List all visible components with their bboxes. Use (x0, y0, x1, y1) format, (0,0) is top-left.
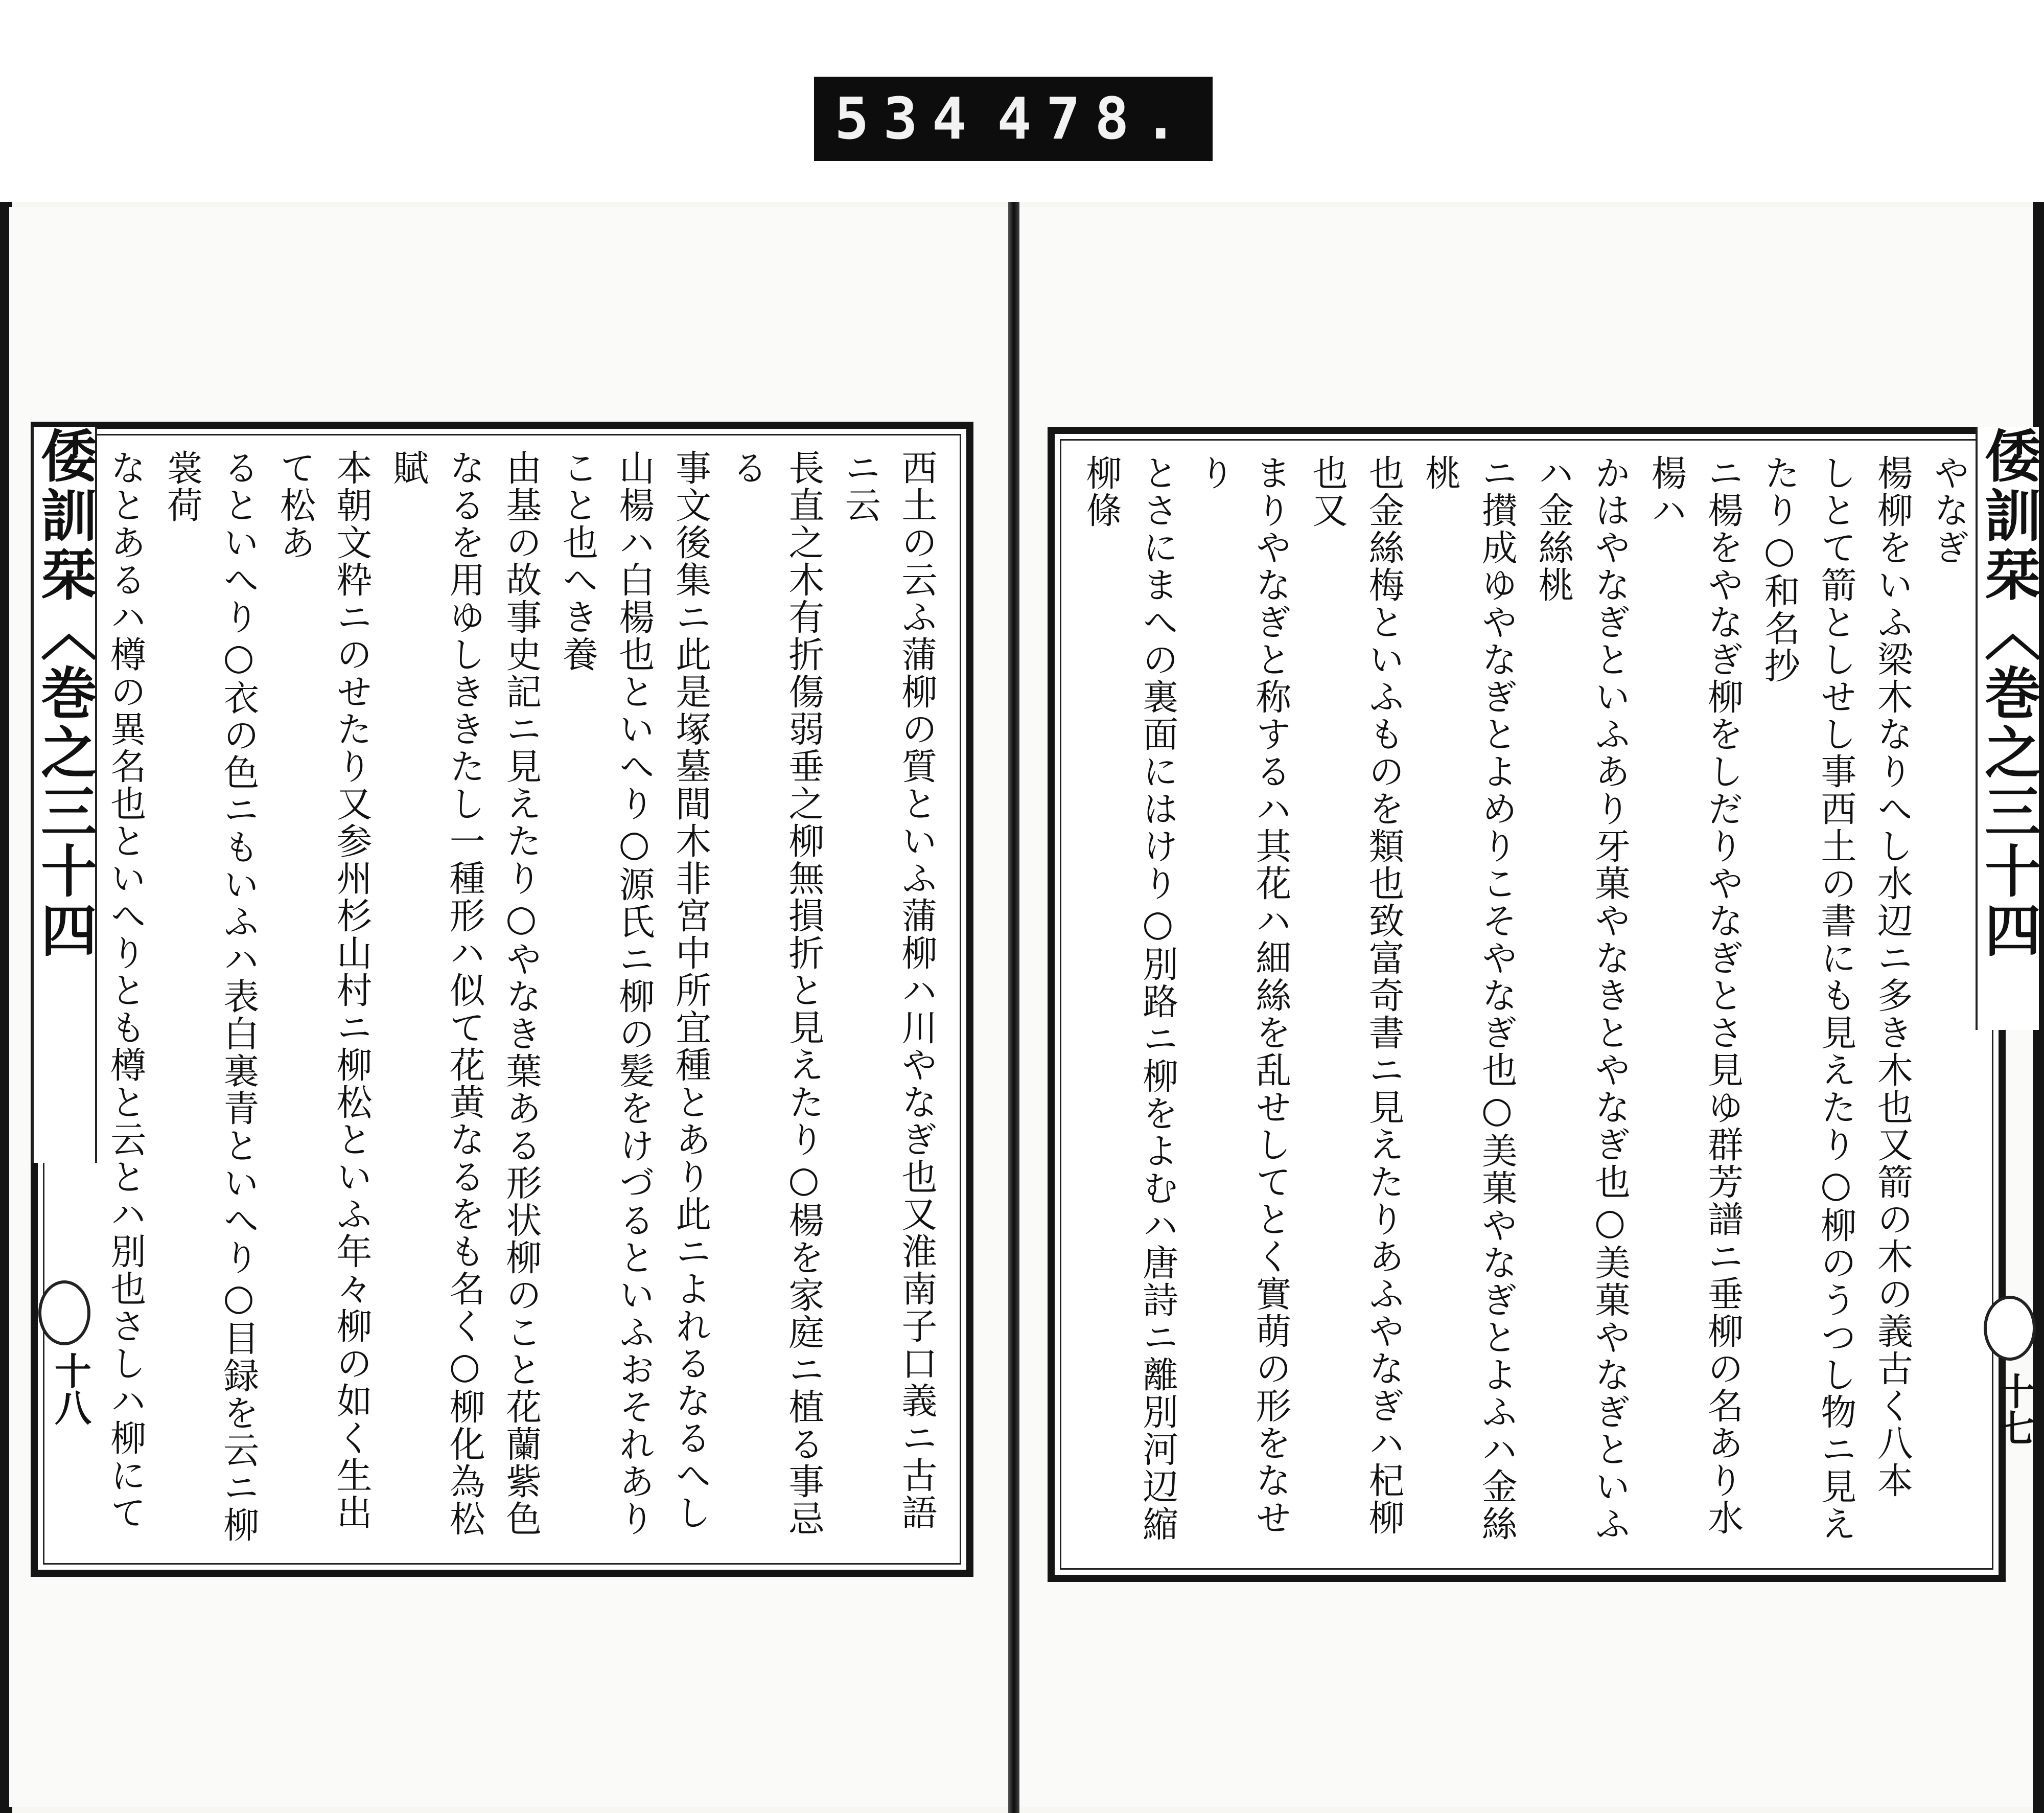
text-column: とさにまへの裏面にはけり○別路ニ柳をよむハ唐詩ニ離別河辺縮柳條 (1080, 454, 1179, 1543)
text-column: やなぎ (1928, 454, 1970, 566)
archive-number-left: 534 (834, 85, 981, 152)
book-spread (0, 202, 2044, 1813)
left-folio-number: 十八 (49, 1352, 92, 1426)
text-column: 也金絲梅といふものを類也致富奇書ニ見えたりあふやなぎハ杞柳也又 (1306, 454, 1405, 1536)
right-spine-title: 倭訓栞〈巻之三十四 (1976, 427, 2039, 1030)
text-column: 事文後集ニ此是塚墓間木非宮中所宜種とあり此ニよれるなるへし (669, 449, 712, 1531)
text-column: かはやなぎといふあり牙菓やなきとやなぎ也○美菓やなぎといふハ金絲桃 (1532, 454, 1631, 1543)
left-spine-title: 倭訓栞〈巻之三十四 (32, 427, 97, 1163)
text-column: ニ攅成ゆやなぎとよめりこそやなぎ也○美菓やなぎとよふハ金絲桃 (1419, 454, 1518, 1543)
text-column: 長直之木有折傷弱垂之柳無損折と見えたり○楊を家庭ニ植る事忌る (726, 449, 825, 1537)
text-column: しとて箭としせし事西土の書にも見えたり○柳のうつし物ニ見えたり○和名抄 (1758, 454, 1857, 1543)
text-column: まりやなぎと称するハ其花ハ細絲を乱せしてとく實萌の形をなせり (1193, 454, 1292, 1536)
left-text-frame (31, 422, 973, 1577)
text-column: なとあるハ樽の異名也といへりとも樽と云とハ別也さしハ柳にて (104, 449, 147, 1531)
left-text-block (59, 449, 945, 1549)
right-text-block (1076, 454, 1977, 1554)
right-folio-number: 十七 (1992, 1372, 2035, 1446)
text-column: 由基の故事史記ニ見えたり○やなき葉ある形状柳のこと花蘭紫色 (500, 449, 542, 1537)
right-folio-circle (1984, 1296, 2036, 1361)
book-gutter (1008, 202, 1019, 1813)
text-column: 山楊ハ白楊也といへり○源氏ニ柳の髪をけづるといふおそれありこと也へき養 (556, 449, 656, 1537)
text-column: なるを用ゆしききたし一種形ハ似て花黄なるをも名く○柳化為松賦 (387, 449, 486, 1537)
right-text-frame (1048, 427, 2006, 1582)
archive-number-right: 478. (997, 85, 1192, 152)
text-column: ニ楊をやなぎ柳をしだりやなぎとさ見ゆ群芳譜ニ垂柳の名あり水楊ハ (1645, 454, 1744, 1536)
text-column: るといへり○衣の色ニもいふハ表白裏青といへり○目録を云ニ柳裳荷 (161, 449, 260, 1544)
text-column: 西土の云ふ蒲柳の質といふ蒲柳ハ川やなぎ也又淮南子口義ニ古語ニ云 (839, 449, 938, 1531)
archive-label-plate (814, 77, 1213, 161)
text-column: 楊柳をいふ梁木なりへし水辺ニ多き木也又箭の木の義古く八本 (1871, 454, 1914, 1499)
text-column: 本朝文粋ニのせたり又参州杉山村ニ柳松といふ年々柳の如く生出て松あ (274, 449, 373, 1531)
